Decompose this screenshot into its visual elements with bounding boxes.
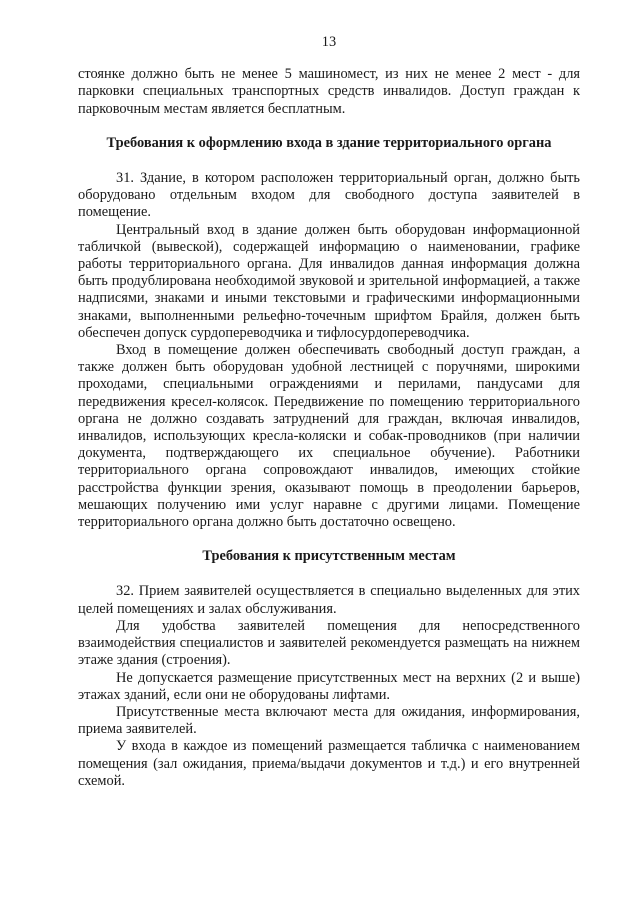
document-page — [78, 34, 580, 790]
paragraph-entrance-access: Вход в помещение должен обеспечивать свободный доступ граждан, а также должен быть оборудован удобной лестницей с поручнями, широкими проходами, специальными ограждениями и перилами, пандусами для передвижения кресел-колясок. Передвижение по помещению территориального органа не должно создавать затруднений для граждан, включая инвалидов, инвалидов, использующих кресла-коляски и собак-проводников (при наличии документа, подтверждающего их специальное обучение). Работники территориального органа сопровождают инвалидов, имеющих стойкие расстройства функции зрения, оказывают помощь в преодолении барьеров, мешающих получению ими услуг наравне с другими лицами. Помещение территориального органа должно быть достаточно освещено. — [78, 342, 580, 531]
paragraph-upper-floors: Не допускается размещение присутственных мест на верхних (2 и выше) этажах зданий, если они не оборудованы лифтами. — [78, 669, 580, 703]
paragraph-31: 31. Здание, в котором расположен территориальный орган, должно быть оборудовано отдельным входом для свободного доступа заявителей в помещение. — [78, 170, 580, 221]
paragraph-room-sign: У входа в каждое из помещений размещается табличка с наименованием помещения (зал ожидания, приема/выдачи документов и т.д.) и его внутренней схемой. — [78, 738, 580, 789]
section-heading-entrance: Требования к оформлению входа в здание территориального органа — [106, 134, 552, 151]
paragraph-central-entrance: Центральный вход в здание должен быть оборудован информационной табличкой (вывеской), содержащей информацию о наименовании, графике работы территориального органа. Для инвалидов данная информация должна быть продублирована необходимой звуковой и зрительной информацией, а также надписями, знаками и иными текстовыми и графическими информационными знаками, выполненными рельефно-точечным шрифтом Брайля, должен быть обеспечен допуск сурдопереводчика и тифлосурдопереводчика. — [78, 221, 580, 341]
paragraph-32: 32. Прием заявителей осуществляется в специально выделенных для этих целей помещениях и залах обслуживания. — [78, 583, 580, 617]
paragraph-convenience: Для удобства заявителей помещения для непосредственного взаимодействия специалистов и заявителей рекомендуется размещать на нижнем этаже здания (строения). — [78, 617, 580, 669]
section-heading-reception-areas: Требования к присутственным местам — [202, 548, 456, 565]
paragraph-place-types: Присутственные места включают места для ожидания, информирования, приема заявителей. — [78, 703, 580, 738]
opening-paragraph: стоянке должно быть не менее 5 машиномест, из них не менее 2 мест - для парковки специальных транспортных средств инвалидов. Доступ граждан к парковочным местам является бесплатным. — [78, 66, 580, 117]
page-number: 13 — [321, 34, 337, 50]
